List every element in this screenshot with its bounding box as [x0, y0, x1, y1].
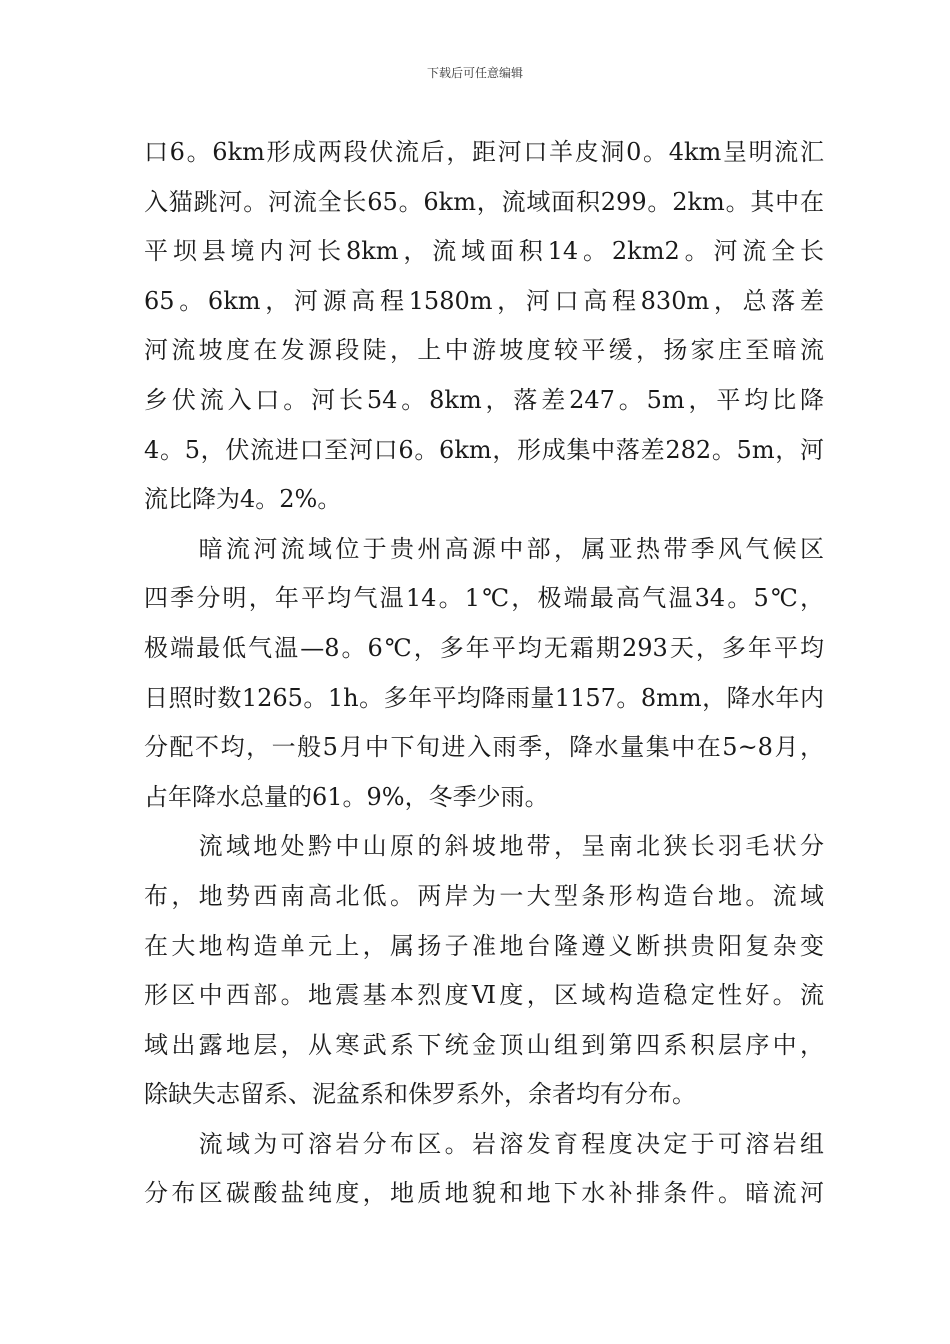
text-line: 河流坡度在发源段陡，上中游坡度较平缓，扬家庄至暗流 [144, 336, 824, 365]
text-line: 在大地构造单元上，属扬子准地台隆遵义断拱贵阳复杂变 [144, 931, 824, 960]
text-line: 流域为可溶岩分布区。岩溶发育程度决定于可溶岩组 [144, 1129, 824, 1158]
text-line: 四季分明，年平均气温14。1℃，极端最高气温34。5℃， [144, 584, 824, 613]
text-line: 布，地势西南高北低。两岸为一大型条形构造台地。流域 [144, 881, 824, 910]
text-line: 形区中西部。地震基本烈度Ⅵ度，区域构造稳定性好。流 [144, 981, 824, 1010]
text-line: 乡伏流入口。河长54。8km，落差247。5m，平均比降 [144, 385, 824, 414]
text-line: 除缺失志留系、泥盆系和侏罗系外，余者均有分布。 [144, 1080, 696, 1109]
text-line: 极端最低气温—8。6℃，多年平均无霜期293天，多年平均 [144, 633, 824, 662]
text-line: 分布区碳酸盐纯度，地质地貌和地下水补排条件。暗流河 [144, 1179, 824, 1208]
text-line: 口6。6km形成两段伏流后，距河口羊皮洞0。4km呈明流汇 [144, 138, 824, 166]
text-line: 流域地处黔中山原的斜坡地带，呈南北狭长羽毛状分 [144, 832, 824, 861]
text-line: 流比降为4。2%。 [144, 485, 342, 514]
text-line: 暗流河流域位于贵州高源中部，属亚热带季风气候区 [144, 534, 824, 563]
text-line: 日照时数1265。1h。多年平均降雨量1157。8mm，降水年内 [144, 683, 824, 712]
text-line: 占年降水总量的61。9%，冬季少雨。 [144, 782, 549, 811]
text-line: 65。6km，河源高程1580m，河口高程830m，总落差 [144, 286, 824, 315]
body-text [144, 128, 824, 1219]
text-line: 4。5，伏流进口至河口6。6km，形成集中落差282。5m，河 [144, 435, 824, 464]
text-line: 入猫跳河。河流全长65。6km，流域面积299。2km。其中在 [144, 187, 824, 216]
text-line: 域出露地层，从寒武系下统金顶山组到第四系积层序中， [144, 1030, 824, 1059]
text-line: 分配不均，一般5月中下旬进入雨季，降水量集中在5~8月， [144, 733, 824, 762]
text-line: 平坝县境内河长8km，流域面积14。2km2。河流全长 [144, 237, 824, 266]
page-header: 下载后可任意编辑 [426, 66, 523, 80]
